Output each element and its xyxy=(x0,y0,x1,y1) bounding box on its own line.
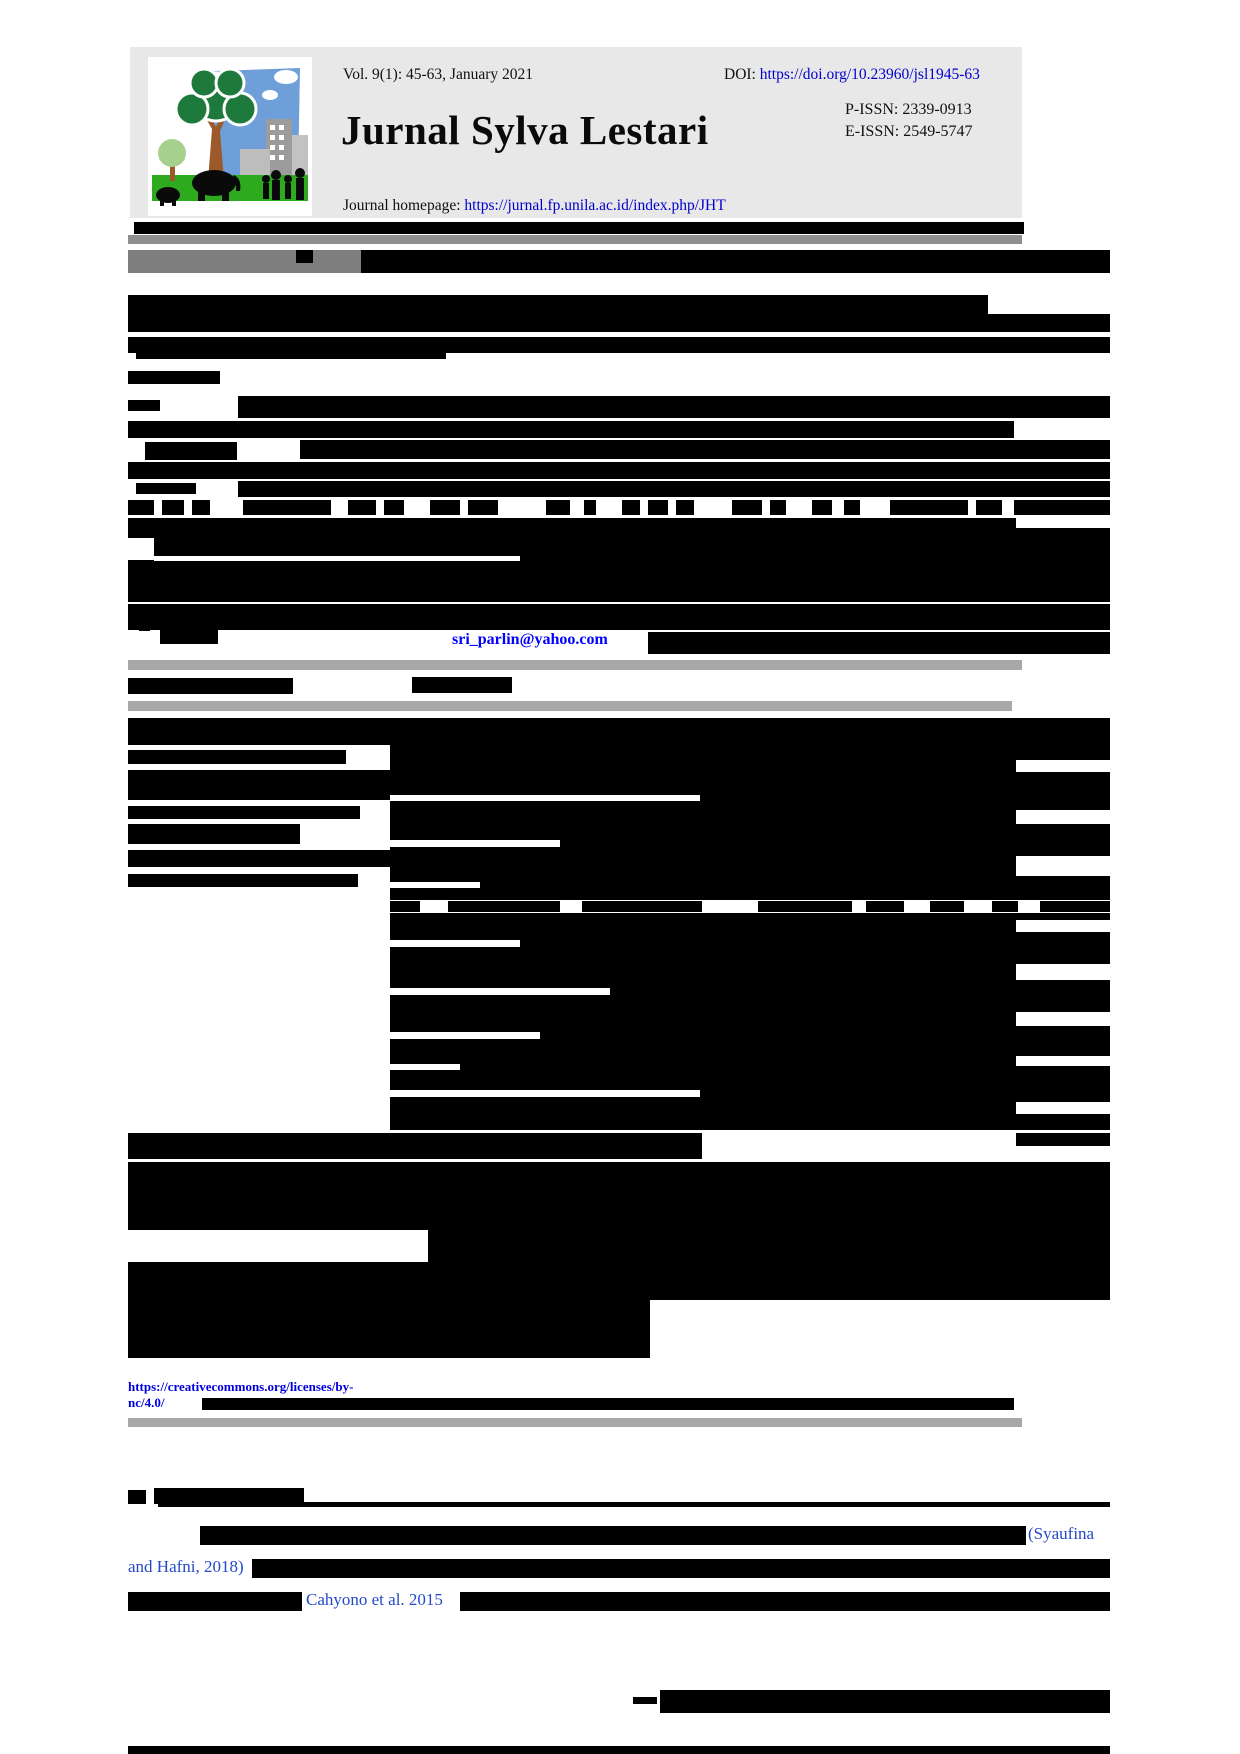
redaction-block xyxy=(390,718,1110,1130)
redaction-block xyxy=(128,314,1110,332)
redaction-block xyxy=(812,500,832,515)
redaction-gap xyxy=(1016,518,1110,528)
redaction-block xyxy=(128,295,988,314)
redaction-block xyxy=(546,500,570,515)
redaction-gap xyxy=(1016,1056,1110,1066)
redaction-block xyxy=(139,620,150,631)
redaction-block xyxy=(158,1502,1110,1507)
redaction-gap xyxy=(390,1032,540,1039)
e-issn: E-ISSN: 2549-5747 xyxy=(845,123,973,140)
corresponding-author-email-link[interactable]: sri_parlin@yahoo.com xyxy=(452,631,608,648)
redaction-block xyxy=(622,500,640,515)
redaction-block xyxy=(160,630,218,644)
doi-link[interactable]: https://doi.org/10.23960/jsl1945-63 xyxy=(759,66,980,83)
redaction-block xyxy=(238,396,1110,418)
redaction-gap xyxy=(390,795,700,801)
citation-syaufina-hafni-part1[interactable]: (Syaufina xyxy=(1028,1524,1095,1543)
redaction-gap xyxy=(154,556,520,561)
redaction-block xyxy=(252,1559,1110,1578)
redaction-block xyxy=(128,770,390,800)
redaction-block xyxy=(128,250,362,273)
redaction-block xyxy=(128,718,390,745)
redaction-gap xyxy=(390,940,520,947)
redaction-block xyxy=(128,1162,1110,1230)
redaction-block xyxy=(128,1262,1110,1300)
redaction-block xyxy=(128,850,390,867)
redaction-block xyxy=(770,500,786,515)
journal-logo xyxy=(148,57,312,216)
redaction-block xyxy=(128,235,1022,244)
redaction-block xyxy=(128,1746,1110,1754)
redaction-block xyxy=(134,222,1024,234)
redaction-block xyxy=(361,250,1110,273)
redaction-block xyxy=(128,1592,302,1611)
redaction-block xyxy=(676,500,694,515)
redaction-block xyxy=(128,806,360,819)
redaction-block xyxy=(976,500,1002,515)
redaction-block xyxy=(844,500,860,515)
redaction-block xyxy=(128,1490,146,1504)
redaction-block xyxy=(192,500,210,515)
redaction-block xyxy=(296,250,313,263)
redaction-block xyxy=(468,500,498,515)
redaction-block xyxy=(430,500,460,515)
redaction-block xyxy=(582,901,702,912)
redaction-block xyxy=(930,901,964,912)
redaction-block xyxy=(128,1133,702,1159)
redaction-block xyxy=(128,500,154,515)
homepage-link[interactable]: https://jurnal.fp.unila.ac.id/index.php/JHT xyxy=(464,197,726,214)
redaction-block xyxy=(992,901,1018,912)
redaction-gap xyxy=(390,988,610,995)
homepage-label: Journal homepage: xyxy=(343,197,465,214)
redaction-block xyxy=(128,604,1110,630)
citation-cahyono-et-al[interactable]: Cahyono et al. 2015 xyxy=(306,1590,443,1609)
redaction-block xyxy=(128,421,1014,438)
redaction-gap xyxy=(390,1064,460,1070)
redaction-block xyxy=(162,500,184,515)
redaction-block xyxy=(648,632,1110,654)
redaction-block xyxy=(128,462,1110,479)
redaction-gap xyxy=(390,840,560,847)
doi-line xyxy=(724,66,980,84)
redaction-block xyxy=(633,1697,657,1704)
redaction-block xyxy=(1016,1133,1110,1146)
redaction-block xyxy=(243,500,331,515)
redaction-block xyxy=(348,500,376,515)
redaction-gap xyxy=(1016,1102,1110,1114)
redaction-block xyxy=(300,440,1110,459)
redaction-gap xyxy=(128,538,154,560)
license-url-line1[interactable]: https://creativecommons.org/licenses/by- xyxy=(128,1379,354,1394)
redaction-block xyxy=(648,500,668,515)
redaction-block xyxy=(128,1418,1022,1427)
license-url-line2[interactable]: nc/4.0/ xyxy=(128,1395,165,1410)
redaction-block xyxy=(1014,500,1110,515)
redaction-block xyxy=(1040,901,1110,912)
redaction-block xyxy=(128,371,220,384)
redaction-block xyxy=(238,481,1110,497)
redaction-block xyxy=(448,901,560,912)
redaction-gap xyxy=(1016,1012,1110,1026)
journal-logo-illustration xyxy=(148,57,312,216)
redaction-block xyxy=(128,1300,650,1358)
redaction-block xyxy=(128,337,1110,353)
redaction-block xyxy=(128,701,1012,711)
redaction-block xyxy=(128,750,346,764)
redaction-block xyxy=(732,500,762,515)
redaction-block xyxy=(128,874,358,887)
p-issn: P-ISSN: 2339-0913 xyxy=(845,101,972,118)
redaction-block xyxy=(584,500,596,515)
redaction-block xyxy=(128,660,1022,670)
redaction-block xyxy=(128,400,160,411)
redaction-block xyxy=(128,678,293,694)
homepage-line xyxy=(343,197,726,215)
redaction-block xyxy=(460,1592,1110,1611)
redaction-block xyxy=(136,353,446,359)
redaction-block xyxy=(390,901,420,912)
redaction-gap xyxy=(1016,920,1110,932)
redaction-block xyxy=(660,1690,1110,1713)
redaction-block xyxy=(145,442,237,460)
redaction-gap xyxy=(390,882,480,888)
redaction-gap xyxy=(1016,964,1110,980)
redaction-block xyxy=(384,500,404,515)
redaction-gap xyxy=(1016,856,1110,876)
redaction-block xyxy=(128,824,300,844)
redaction-block xyxy=(758,901,852,912)
redaction-gap xyxy=(390,1090,700,1097)
redaction-block xyxy=(890,500,968,515)
journal-title: Jurnal Sylva Lestari xyxy=(341,107,709,153)
citation-syaufina-hafni-part2[interactable]: and Hafni, 2018) xyxy=(128,1557,244,1576)
doi-label: DOI: xyxy=(724,66,760,83)
redaction-gap xyxy=(1016,810,1110,824)
volume-issue: Vol. 9(1): 45-63, January 2021 xyxy=(343,66,533,83)
redaction-block xyxy=(866,901,904,912)
redaction-block xyxy=(200,1526,1026,1545)
redaction-block xyxy=(136,483,196,494)
issn-block xyxy=(845,99,973,143)
redaction-gap xyxy=(1016,760,1110,772)
redaction-block xyxy=(412,677,512,693)
redaction-block xyxy=(202,1398,1014,1410)
